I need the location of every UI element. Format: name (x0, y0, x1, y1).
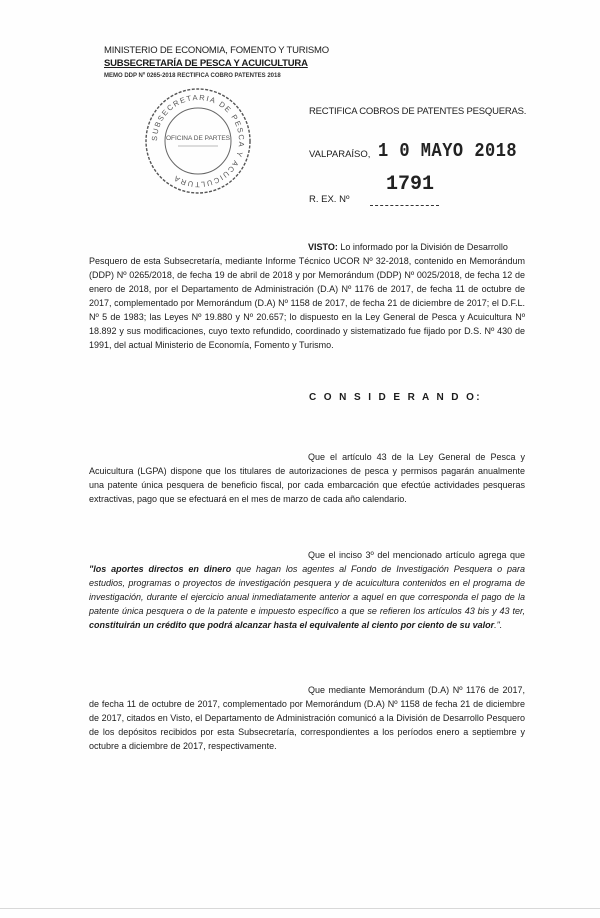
office-seal-stamp (143, 86, 253, 196)
considerando-1: Que el artículo 43 de la Ley General de Pesca y Acuicultura (LGPA) dispone que los titulares de autorizaciones de pesca y permisos pagarán anualmente una patente única pesquera de beneficio fiscal, por cada embarcación que efectúe actividades pesqueras extractivas, pago que se efectuará en el mes de marzo de cada año calendario. (89, 452, 525, 504)
page-bottom-rule (0, 908, 600, 909)
stamp-ring-text: SUBSECRETARIA DE PESCA Y ACUICULTURA (149, 92, 247, 190)
quote-part-b: que hagan los agentes al Fondo de Investigación Pesquera o para estudios, programas o proyectos de investigación pesquera y de acuicultura contenidos en el programa de investigación, durante el ejercicio anual inmediatamente anterior a aquel en que corresponda el pago de la patente única pesquera o de la patente e impuesto específico a que se refieren los artículos 43 bis y 43 ter, (89, 564, 525, 616)
date-stamp: 1 0 MAYO 2018 (378, 141, 518, 163)
resolution-underline (370, 205, 439, 206)
place-label: VALPARAÍSO, (309, 149, 371, 160)
stamp-center-text: OFICINA DE PARTES (165, 135, 231, 142)
memo-reference: MEMO DDP Nº 0265-2018 RECTIFICA COBRO PATENTES 2018 (104, 73, 281, 79)
considerando-heading: C O N S I D E R A N D O: (309, 392, 482, 403)
resolution-number: 1791 (386, 173, 435, 196)
visto-first-line: Lo informado por la División de Desarrollo (337, 242, 508, 252)
quote-part-a: "los aportes directos en dinero (89, 564, 232, 574)
ministry-name: MINISTERIO DE ECONOMIA, FOMENTO Y TURISMO (104, 45, 329, 56)
considerando-2 (89, 548, 525, 632)
visto-text: Pesquero de esta Subsecretaría, mediante Informe Técnico UCOR Nº 32-2018, contenido en Memorándum (DDP) Nº 0265/2018, de fecha 19 de abril de 2018 y por Memorándum (DDP) Nº 0025/2018, de fecha 12 de enero de 2018, por el Departamento de Administración (D.A) Nº 1176 de 2017, de fecha 11 de octubre de 2017, complementado por Memorándum (D.A) Nº 1158 de 2017, de fecha 21 de diciembre de 2017; el D.F.L. Nº 5 de 1983; las Leyes Nº 19.880 y Nº 20.657; lo dispuesto en la Ley General de Pesca y Acuicultura Nº 18.892 y sus modificaciones, cuyo texto refundido, coordinado y sistematizado fue fijado por D.S. Nº 430 de 1991, del actual Ministerio de Economía, Fomento y Turismo. (89, 256, 525, 350)
quote-part-c: constituirán un crédito que podrá alcanzar hasta el equivalente al ciento por ciento de su valor (89, 620, 495, 630)
visto-label: VISTO: (308, 242, 338, 252)
quote-part-d: .". (494, 620, 503, 630)
visto-paragraph (89, 240, 525, 352)
considerando-2-intro: Que el inciso 3º del mencionado artículo agrega que (308, 550, 525, 560)
subsecretaria-name: SUBSECRETARÍA DE PESCA Y ACUICULTURA (104, 58, 308, 69)
subject-reference: RECTIFICA COBROS DE PATENTES PESQUERAS. (309, 106, 527, 117)
resolution-label: R. EX. Nº (309, 194, 350, 205)
considerando-3: Que mediante Memorándum (D.A) Nº 1176 de 2017, de fecha 11 de octubre de 2017, complementado por Memorándum (D.A) Nº 1158 de fecha 21 de diciembre de 2017, citados en Visto, el Departamento de Administración comunicó a la División de Desarrollo Pesquero de los depósitos recibidos por esta Subsecretaría, correspondientes a los períodos enero a septiembre y octubre a diciembre de 2017, respectivamente. (89, 685, 525, 751)
